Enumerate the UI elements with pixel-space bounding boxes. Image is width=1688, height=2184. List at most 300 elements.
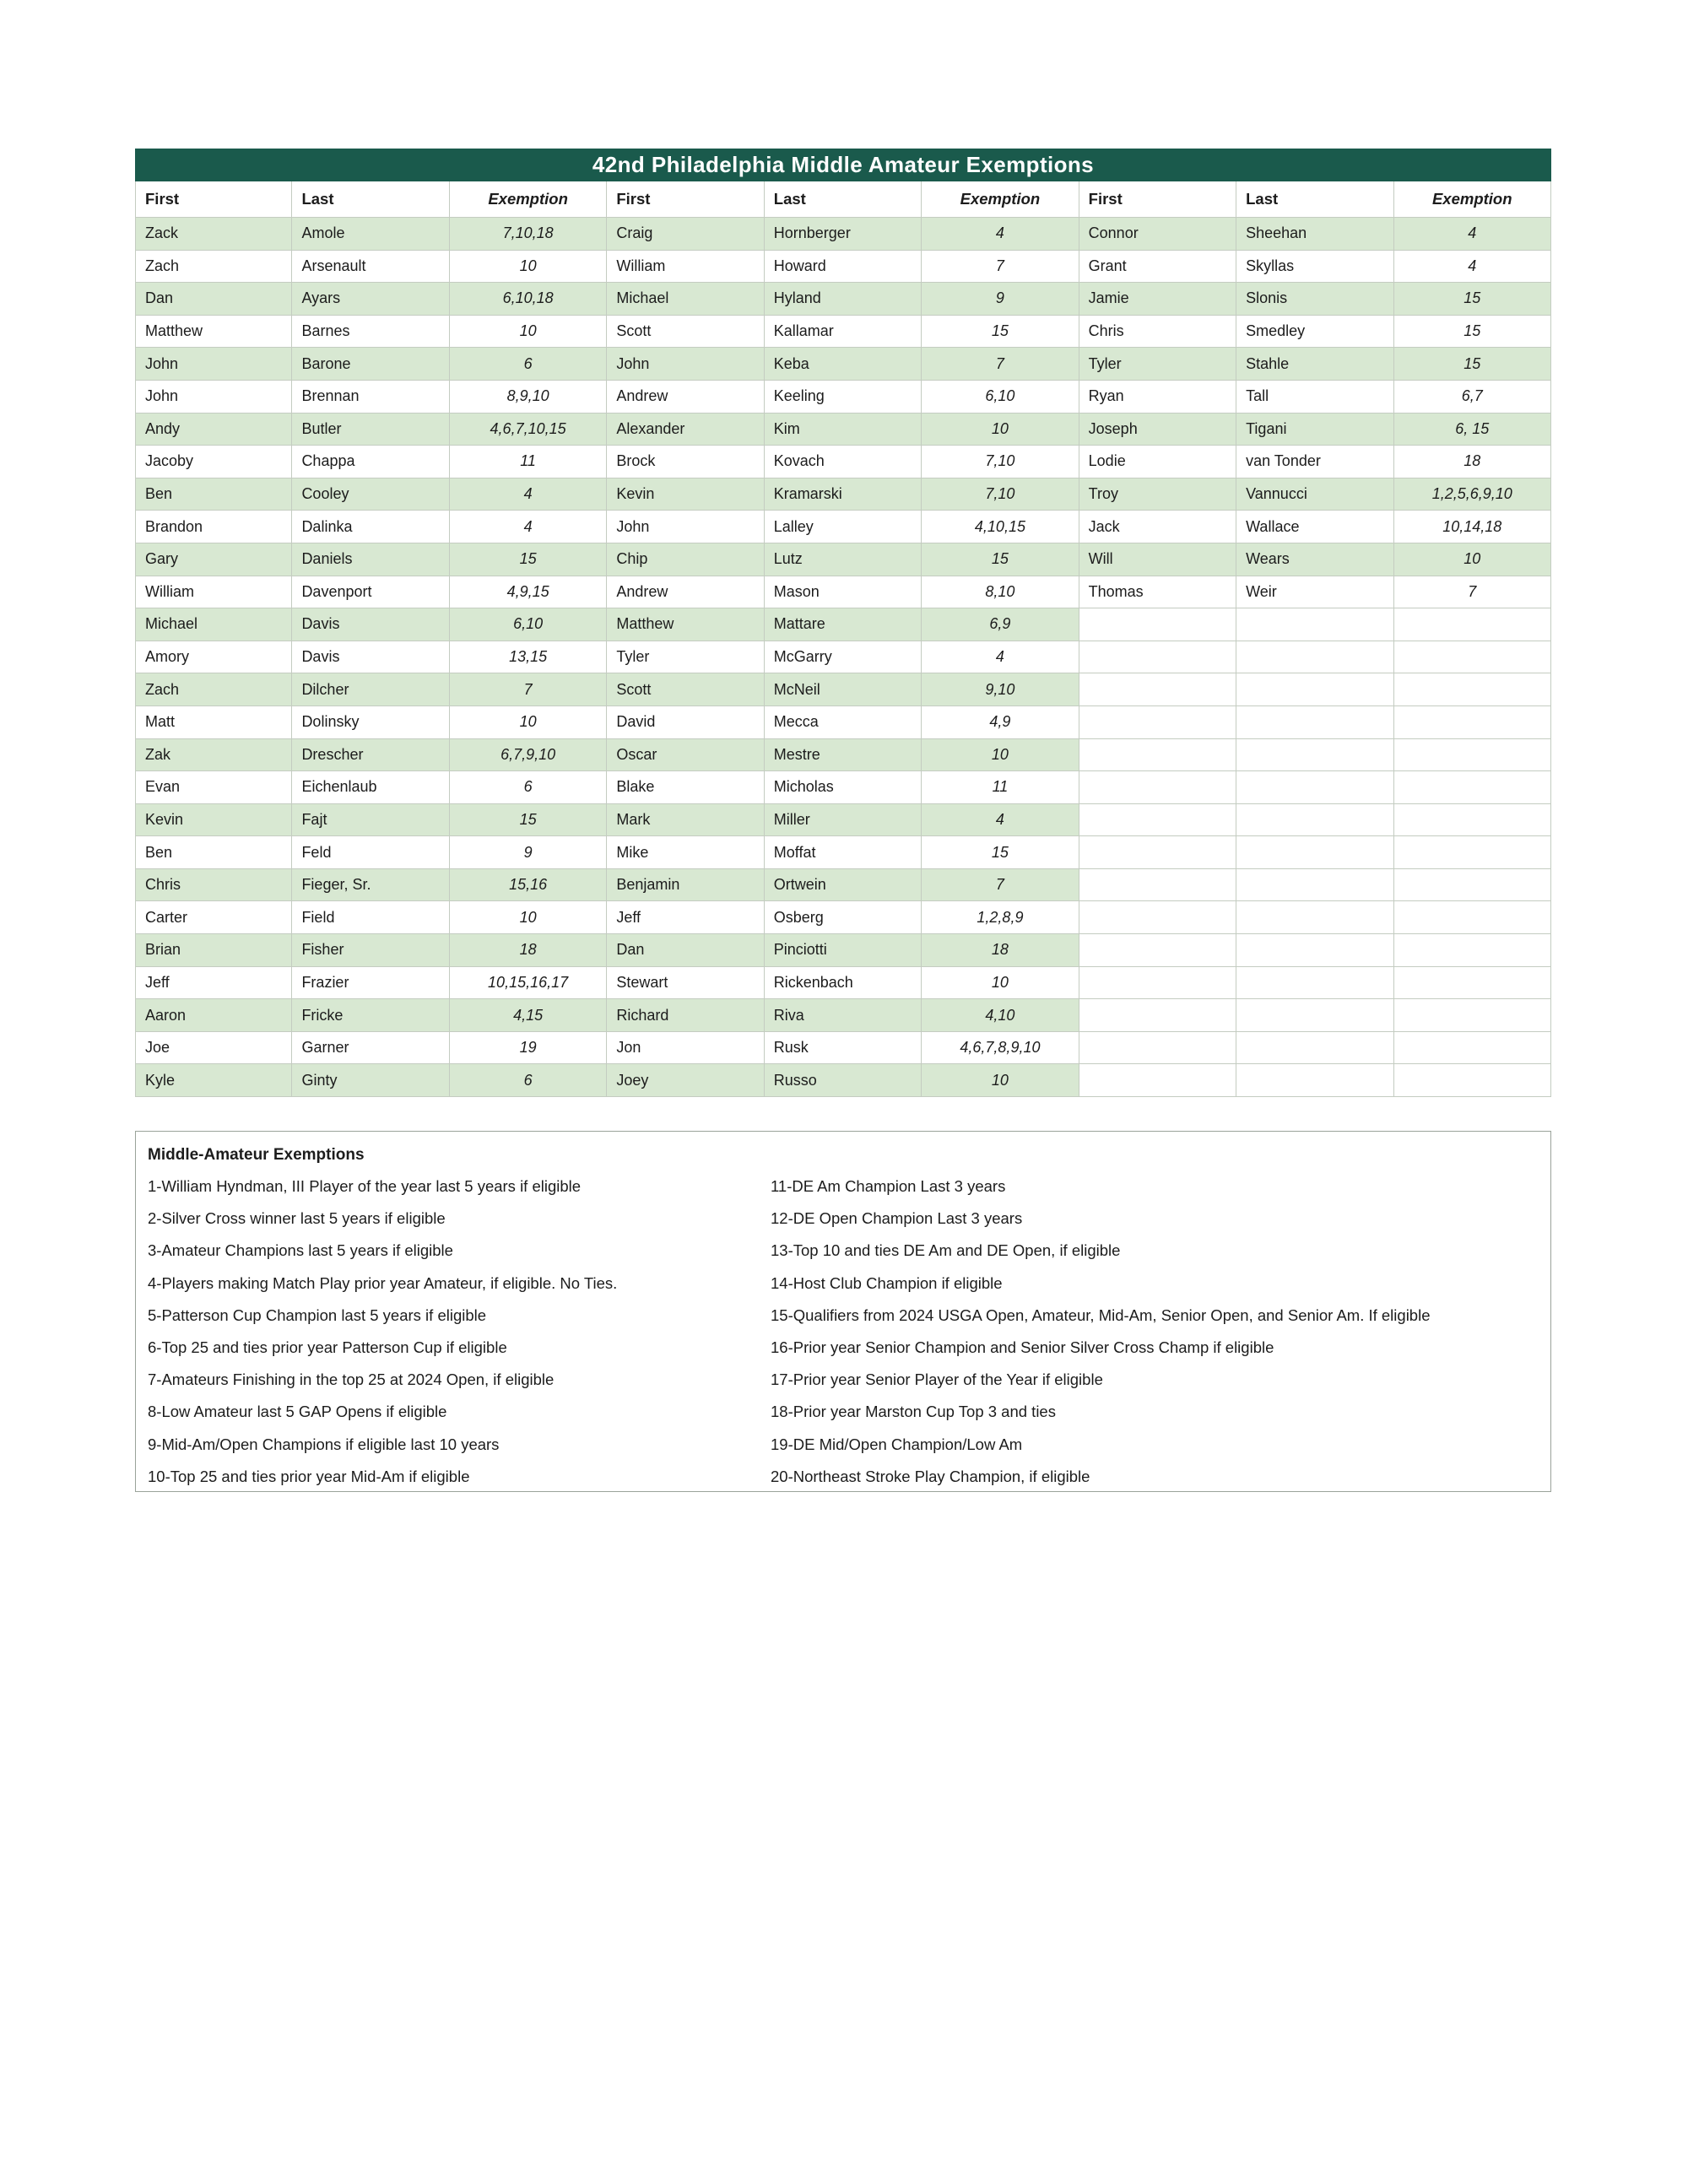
table-cell xyxy=(1394,901,1551,934)
legend-item: 6-Top 25 and ties prior year Patterson Cup if eligible xyxy=(148,1338,507,1357)
table-cell: Slonis xyxy=(1236,283,1393,316)
table-cell: Michael xyxy=(135,608,292,641)
table-cell: 10 xyxy=(450,251,607,284)
table-cell: 6,7 xyxy=(1394,381,1551,414)
table-cell xyxy=(1236,706,1393,739)
table-cell: Connor xyxy=(1079,218,1236,251)
table-cell: 8,9,10 xyxy=(450,381,607,414)
table-row xyxy=(135,771,1551,804)
table-cell: 7,10 xyxy=(922,478,1079,511)
table-cell: Ortwein xyxy=(765,869,922,902)
table-cell: Chappa xyxy=(292,446,449,478)
table-cell: John xyxy=(135,381,292,414)
table-cell: 7 xyxy=(1394,576,1551,609)
table-cell: Miller xyxy=(765,804,922,837)
table-cell: Mason xyxy=(765,576,922,609)
table-row xyxy=(135,576,1551,609)
table-cell: 10 xyxy=(922,739,1079,772)
table-cell: Wallace xyxy=(1236,511,1393,543)
table-cell: Oscar xyxy=(607,739,764,772)
table-cell: Daniels xyxy=(292,543,449,576)
table-cell xyxy=(1394,804,1551,837)
table-row xyxy=(135,1064,1551,1097)
table-cell: 15,16 xyxy=(450,869,607,902)
table-cell: 7,10,18 xyxy=(450,218,607,251)
table-cell: Tyler xyxy=(607,641,764,674)
table-cell: Mattare xyxy=(765,608,922,641)
table-cell xyxy=(1236,739,1393,772)
legend-item: 2-Silver Cross winner last 5 years if eligible xyxy=(148,1209,446,1228)
table-cell: Frazier xyxy=(292,967,449,1000)
table-cell: Alexander xyxy=(607,414,764,446)
table-cell: 18 xyxy=(1394,446,1551,478)
table-cell: Davis xyxy=(292,641,449,674)
table-cell: Jon xyxy=(607,1032,764,1065)
table-cell: Dan xyxy=(135,283,292,316)
table-cell: 10 xyxy=(1394,543,1551,576)
table-cell xyxy=(1236,641,1393,674)
legend-item: 20-Northeast Stroke Play Champion, if eligible xyxy=(771,1467,1090,1485)
table-cell: Cooley xyxy=(292,478,449,511)
legend-item: 17-Prior year Senior Player of the Year if eligible xyxy=(771,1370,1103,1389)
table-cell: Brandon xyxy=(135,511,292,543)
table-cell: Andrew xyxy=(607,381,764,414)
table-cell: William xyxy=(607,251,764,284)
table-cell: Matthew xyxy=(607,608,764,641)
table-cell xyxy=(1079,901,1236,934)
table-cell: Brennan xyxy=(292,381,449,414)
table-cell xyxy=(1236,1032,1393,1065)
table-cell: Wears xyxy=(1236,543,1393,576)
table-cell xyxy=(1394,739,1551,772)
table-cell: Pinciotti xyxy=(765,934,922,967)
table-cell: 8,10 xyxy=(922,576,1079,609)
table-row xyxy=(135,283,1551,316)
table-row xyxy=(135,543,1551,576)
table-cell: Gary xyxy=(135,543,292,576)
table-cell: 7 xyxy=(922,251,1079,284)
table-cell xyxy=(1394,641,1551,674)
table-cell: Mike xyxy=(607,836,764,869)
table-cell: Brock xyxy=(607,446,764,478)
table-row xyxy=(135,478,1551,511)
table-cell: Jeff xyxy=(607,901,764,934)
column-header: Exemption xyxy=(1394,181,1551,218)
table-cell: Fisher xyxy=(292,934,449,967)
table-cell: Thomas xyxy=(1079,576,1236,609)
table-cell: McNeil xyxy=(765,673,922,706)
legend-columns xyxy=(148,1170,1539,1493)
table-cell: Hyland xyxy=(765,283,922,316)
table-cell: Zach xyxy=(135,251,292,284)
table-cell: Davenport xyxy=(292,576,449,609)
table-cell: Kevin xyxy=(135,804,292,837)
table-cell: John xyxy=(135,348,292,381)
column-header: Exemption xyxy=(450,181,607,218)
table-cell: Drescher xyxy=(292,739,449,772)
table-cell: Andrew xyxy=(607,576,764,609)
table-cell: Barone xyxy=(292,348,449,381)
table-cell xyxy=(1079,641,1236,674)
table-cell: 1,2,5,6,9,10 xyxy=(1394,478,1551,511)
table-cell: 7 xyxy=(922,869,1079,902)
legend-item: 11-DE Am Champion Last 3 years xyxy=(771,1177,1006,1196)
table-cell xyxy=(1079,869,1236,902)
table-row xyxy=(135,641,1551,674)
exemptions-table xyxy=(135,149,1551,1097)
table-row xyxy=(135,869,1551,902)
table-cell xyxy=(1394,869,1551,902)
table-cell: 15 xyxy=(922,316,1079,349)
table-cell: 9 xyxy=(922,283,1079,316)
table-cell: 6,7,9,10 xyxy=(450,739,607,772)
table-cell: Osberg xyxy=(765,901,922,934)
table-cell: Evan xyxy=(135,771,292,804)
table-cell xyxy=(1394,999,1551,1032)
table-cell: 10,15,16,17 xyxy=(450,967,607,1000)
table-row xyxy=(135,316,1551,349)
table-cell: 4 xyxy=(1394,251,1551,284)
table-cell: 15 xyxy=(450,804,607,837)
table-cell: Keeling xyxy=(765,381,922,414)
legend-item: 15-Qualifiers from 2024 USGA Open, Amateur, Mid-Am, Senior Open, and Senior Am. If eligible xyxy=(771,1306,1431,1324)
table-cell: 6,9 xyxy=(922,608,1079,641)
table-cell: Garner xyxy=(292,1032,449,1065)
table-cell xyxy=(1079,804,1236,837)
table-cell xyxy=(1394,934,1551,967)
table-cell xyxy=(1236,771,1393,804)
legend-item: 10-Top 25 and ties prior year Mid-Am if eligible xyxy=(148,1467,470,1485)
table-cell: Keba xyxy=(765,348,922,381)
table-cell: Amory xyxy=(135,641,292,674)
table-cell: Lalley xyxy=(765,511,922,543)
table-body xyxy=(135,218,1551,1097)
table-cell: Field xyxy=(292,901,449,934)
table-row xyxy=(135,967,1551,1000)
table-cell: 7 xyxy=(922,348,1079,381)
table-cell: Scott xyxy=(607,673,764,706)
table-cell: Craig xyxy=(607,218,764,251)
table-cell: 4 xyxy=(922,804,1079,837)
table-cell: Smedley xyxy=(1236,316,1393,349)
table-cell: Amole xyxy=(292,218,449,251)
table-cell: Michael xyxy=(607,283,764,316)
table-cell: 15 xyxy=(1394,283,1551,316)
table-cell: Carter xyxy=(135,901,292,934)
table-cell: 6,10,18 xyxy=(450,283,607,316)
table-cell: Skyllas xyxy=(1236,251,1393,284)
table-cell: Feld xyxy=(292,836,449,869)
table-cell: 4,10 xyxy=(922,999,1079,1032)
table-cell: Jeff xyxy=(135,967,292,1000)
table-row xyxy=(135,739,1551,772)
table-cell: Eichenlaub xyxy=(292,771,449,804)
table-cell: Lutz xyxy=(765,543,922,576)
table-cell xyxy=(1394,608,1551,641)
column-header: First xyxy=(135,181,292,218)
table-cell: Mecca xyxy=(765,706,922,739)
table-cell: Chip xyxy=(607,543,764,576)
table-cell: John xyxy=(607,511,764,543)
table-cell xyxy=(1236,869,1393,902)
table-header-row xyxy=(135,181,1551,218)
table-cell xyxy=(1394,967,1551,1000)
table-cell: Jamie xyxy=(1079,283,1236,316)
table-cell: Tall xyxy=(1236,381,1393,414)
column-header: Exemption xyxy=(922,181,1079,218)
table-cell xyxy=(1236,608,1393,641)
table-cell: 10 xyxy=(922,414,1079,446)
table-cell: 4,15 xyxy=(450,999,607,1032)
table-cell: McGarry xyxy=(765,641,922,674)
table-cell: Jacoby xyxy=(135,446,292,478)
table-cell: Davis xyxy=(292,608,449,641)
table-cell: Moffat xyxy=(765,836,922,869)
table-cell xyxy=(1079,934,1236,967)
table-cell: Tyler xyxy=(1079,348,1236,381)
table-cell xyxy=(1079,771,1236,804)
table-row xyxy=(135,804,1551,837)
table-cell: 4,10,15 xyxy=(922,511,1079,543)
table-cell: 15 xyxy=(922,543,1079,576)
table-row xyxy=(135,901,1551,934)
legend-item: 14-Host Club Champion if eligible xyxy=(771,1273,1003,1292)
legend-left-column xyxy=(148,1170,771,1493)
table-cell: Jack xyxy=(1079,511,1236,543)
table-cell: 15 xyxy=(450,543,607,576)
table-cell: 10 xyxy=(450,316,607,349)
table-cell: Grant xyxy=(1079,251,1236,284)
table-row xyxy=(135,348,1551,381)
table-cell xyxy=(1236,1064,1393,1097)
table-row xyxy=(135,251,1551,284)
table-cell: Joey xyxy=(607,1064,764,1097)
table-cell: 11 xyxy=(450,446,607,478)
table-cell xyxy=(1236,934,1393,967)
table-cell: Zack xyxy=(135,218,292,251)
table-cell: Ayars xyxy=(292,283,449,316)
table-cell: Kramarski xyxy=(765,478,922,511)
table-cell: Mestre xyxy=(765,739,922,772)
table-cell: Joseph xyxy=(1079,414,1236,446)
table-cell: 6 xyxy=(450,348,607,381)
legend-item: 18-Prior year Marston Cup Top 3 and ties xyxy=(771,1403,1056,1421)
table-row xyxy=(135,706,1551,739)
table-cell: Benjamin xyxy=(607,869,764,902)
table-cell: David xyxy=(607,706,764,739)
table-cell xyxy=(1394,1032,1551,1065)
table-cell xyxy=(1394,1064,1551,1097)
table-cell: 18 xyxy=(922,934,1079,967)
legend-right-column xyxy=(771,1170,1539,1493)
table-cell: Tigani xyxy=(1236,414,1393,446)
table-cell: Dilcher xyxy=(292,673,449,706)
table-cell: 4,6,7,10,15 xyxy=(450,414,607,446)
table-cell xyxy=(1236,673,1393,706)
table-cell: Dolinsky xyxy=(292,706,449,739)
legend-item: 9-Mid-Am/Open Champions if eligible last 10 years xyxy=(148,1435,500,1453)
table-cell xyxy=(1079,608,1236,641)
table-cell: Kim xyxy=(765,414,922,446)
table-cell xyxy=(1079,999,1236,1032)
table-cell: Fajt xyxy=(292,804,449,837)
legend-box xyxy=(135,1131,1551,1492)
table-cell: Zak xyxy=(135,739,292,772)
legend-item: 13-Top 10 and ties DE Am and DE Open, if eligible xyxy=(771,1241,1121,1260)
table-cell: Matt xyxy=(135,706,292,739)
table-cell: 6 xyxy=(450,1064,607,1097)
table-cell: 4 xyxy=(922,218,1079,251)
table-row xyxy=(135,381,1551,414)
table-cell: 10 xyxy=(450,901,607,934)
legend-item: 3-Amateur Champions last 5 years if eligible xyxy=(148,1241,453,1260)
table-cell: Weir xyxy=(1236,576,1393,609)
table-cell: Andy xyxy=(135,414,292,446)
legend-item: 16-Prior year Senior Champion and Senior Silver Cross Champ if eligible xyxy=(771,1338,1274,1357)
table-cell: Stahle xyxy=(1236,348,1393,381)
table-cell: 9 xyxy=(450,836,607,869)
table-cell xyxy=(1079,739,1236,772)
column-header: Last xyxy=(1236,181,1393,218)
table-cell: Richard xyxy=(607,999,764,1032)
table-cell: Joe xyxy=(135,1032,292,1065)
table-cell: 9,10 xyxy=(922,673,1079,706)
table-row xyxy=(135,608,1551,641)
table-cell: Ben xyxy=(135,836,292,869)
table-cell: Scott xyxy=(607,316,764,349)
table-cell xyxy=(1394,836,1551,869)
table-cell xyxy=(1236,999,1393,1032)
table-cell: Kevin xyxy=(607,478,764,511)
table-cell: Rickenbach xyxy=(765,967,922,1000)
table-cell: Lodie xyxy=(1079,446,1236,478)
table-cell: 4 xyxy=(1394,218,1551,251)
table-cell: Mark xyxy=(607,804,764,837)
table-cell: 6 xyxy=(450,771,607,804)
table-cell: Kovach xyxy=(765,446,922,478)
table-cell: Troy xyxy=(1079,478,1236,511)
table-cell: Howard xyxy=(765,251,922,284)
table-cell: Ryan xyxy=(1079,381,1236,414)
table-cell: Arsenault xyxy=(292,251,449,284)
table-cell: 19 xyxy=(450,1032,607,1065)
table-cell: Aaron xyxy=(135,999,292,1032)
table-cell: 6, 15 xyxy=(1394,414,1551,446)
table-cell: Kallamar xyxy=(765,316,922,349)
table-cell: 18 xyxy=(450,934,607,967)
table-cell: 4,9 xyxy=(922,706,1079,739)
table-cell xyxy=(1236,901,1393,934)
table-cell: Chris xyxy=(135,869,292,902)
table-cell: Rusk xyxy=(765,1032,922,1065)
table-cell: Hornberger xyxy=(765,218,922,251)
table-cell: 15 xyxy=(1394,348,1551,381)
table-cell: Stewart xyxy=(607,967,764,1000)
table-row xyxy=(135,934,1551,967)
table-cell: Russo xyxy=(765,1064,922,1097)
table-row xyxy=(135,511,1551,543)
table-cell xyxy=(1079,706,1236,739)
table-cell: Matthew xyxy=(135,316,292,349)
table-cell xyxy=(1394,673,1551,706)
table-cell: Dan xyxy=(607,934,764,967)
table-cell: John xyxy=(607,348,764,381)
table-cell: Ginty xyxy=(292,1064,449,1097)
table-cell: Kyle xyxy=(135,1064,292,1097)
table-cell: Vannucci xyxy=(1236,478,1393,511)
table-cell: 15 xyxy=(1394,316,1551,349)
table-cell: 4,9,15 xyxy=(450,576,607,609)
table-cell: 10 xyxy=(922,1064,1079,1097)
table-cell: 6,10 xyxy=(922,381,1079,414)
table-row xyxy=(135,1032,1551,1065)
table-cell: 4 xyxy=(450,511,607,543)
table-cell: Blake xyxy=(607,771,764,804)
column-header: First xyxy=(607,181,764,218)
table-cell xyxy=(1079,1064,1236,1097)
legend-item: 7-Amateurs Finishing in the top 25 at 2024 Open, if eligible xyxy=(148,1370,555,1389)
table-cell: William xyxy=(135,576,292,609)
table-cell xyxy=(1079,967,1236,1000)
column-header: Last xyxy=(765,181,922,218)
table-cell: 4 xyxy=(922,641,1079,674)
table-cell: Fieger, Sr. xyxy=(292,869,449,902)
table-cell: van Tonder xyxy=(1236,446,1393,478)
legend-item: 8-Low Amateur last 5 GAP Opens if eligible xyxy=(148,1403,447,1421)
table-title: 42nd Philadelphia Middle Amateur Exemptions xyxy=(135,149,1551,181)
table-cell: Dalinka xyxy=(292,511,449,543)
table-cell: Fricke xyxy=(292,999,449,1032)
table-cell: 6,10 xyxy=(450,608,607,641)
table-cell xyxy=(1236,967,1393,1000)
table-cell xyxy=(1079,836,1236,869)
table-row xyxy=(135,673,1551,706)
column-header: First xyxy=(1079,181,1236,218)
table-cell: 7 xyxy=(450,673,607,706)
table-cell: Brian xyxy=(135,934,292,967)
table-cell: Sheehan xyxy=(1236,218,1393,251)
legend-item: 4-Players making Match Play prior year Amateur, if eligible. No Ties. xyxy=(148,1273,618,1292)
table-row xyxy=(135,836,1551,869)
table-cell: Zach xyxy=(135,673,292,706)
table-cell: Will xyxy=(1079,543,1236,576)
table-cell xyxy=(1394,706,1551,739)
table-cell xyxy=(1079,673,1236,706)
legend-item: 19-DE Mid/Open Champion/Low Am xyxy=(771,1435,1023,1453)
table-cell: 10 xyxy=(922,967,1079,1000)
table-row xyxy=(135,446,1551,478)
table-row xyxy=(135,414,1551,446)
table-cell: 11 xyxy=(922,771,1079,804)
table-row xyxy=(135,218,1551,251)
table-cell: Micholas xyxy=(765,771,922,804)
table-cell: 10,14,18 xyxy=(1394,511,1551,543)
legend-item: 12-DE Open Champion Last 3 years xyxy=(771,1209,1023,1228)
table-cell: Riva xyxy=(765,999,922,1032)
table-cell: Ben xyxy=(135,478,292,511)
table-cell: 15 xyxy=(922,836,1079,869)
legend-item: 1-William Hyndman, III Player of the year last 5 years if eligible xyxy=(148,1177,582,1196)
table-cell xyxy=(1236,836,1393,869)
table-cell: 4 xyxy=(450,478,607,511)
table-cell xyxy=(1394,771,1551,804)
table-cell: Barnes xyxy=(292,316,449,349)
table-cell: 7,10 xyxy=(922,446,1079,478)
table-cell: 10 xyxy=(450,706,607,739)
table-cell xyxy=(1236,804,1393,837)
legend-title: Middle-Amateur Exemptions xyxy=(148,1146,365,1164)
table-cell: Butler xyxy=(292,414,449,446)
